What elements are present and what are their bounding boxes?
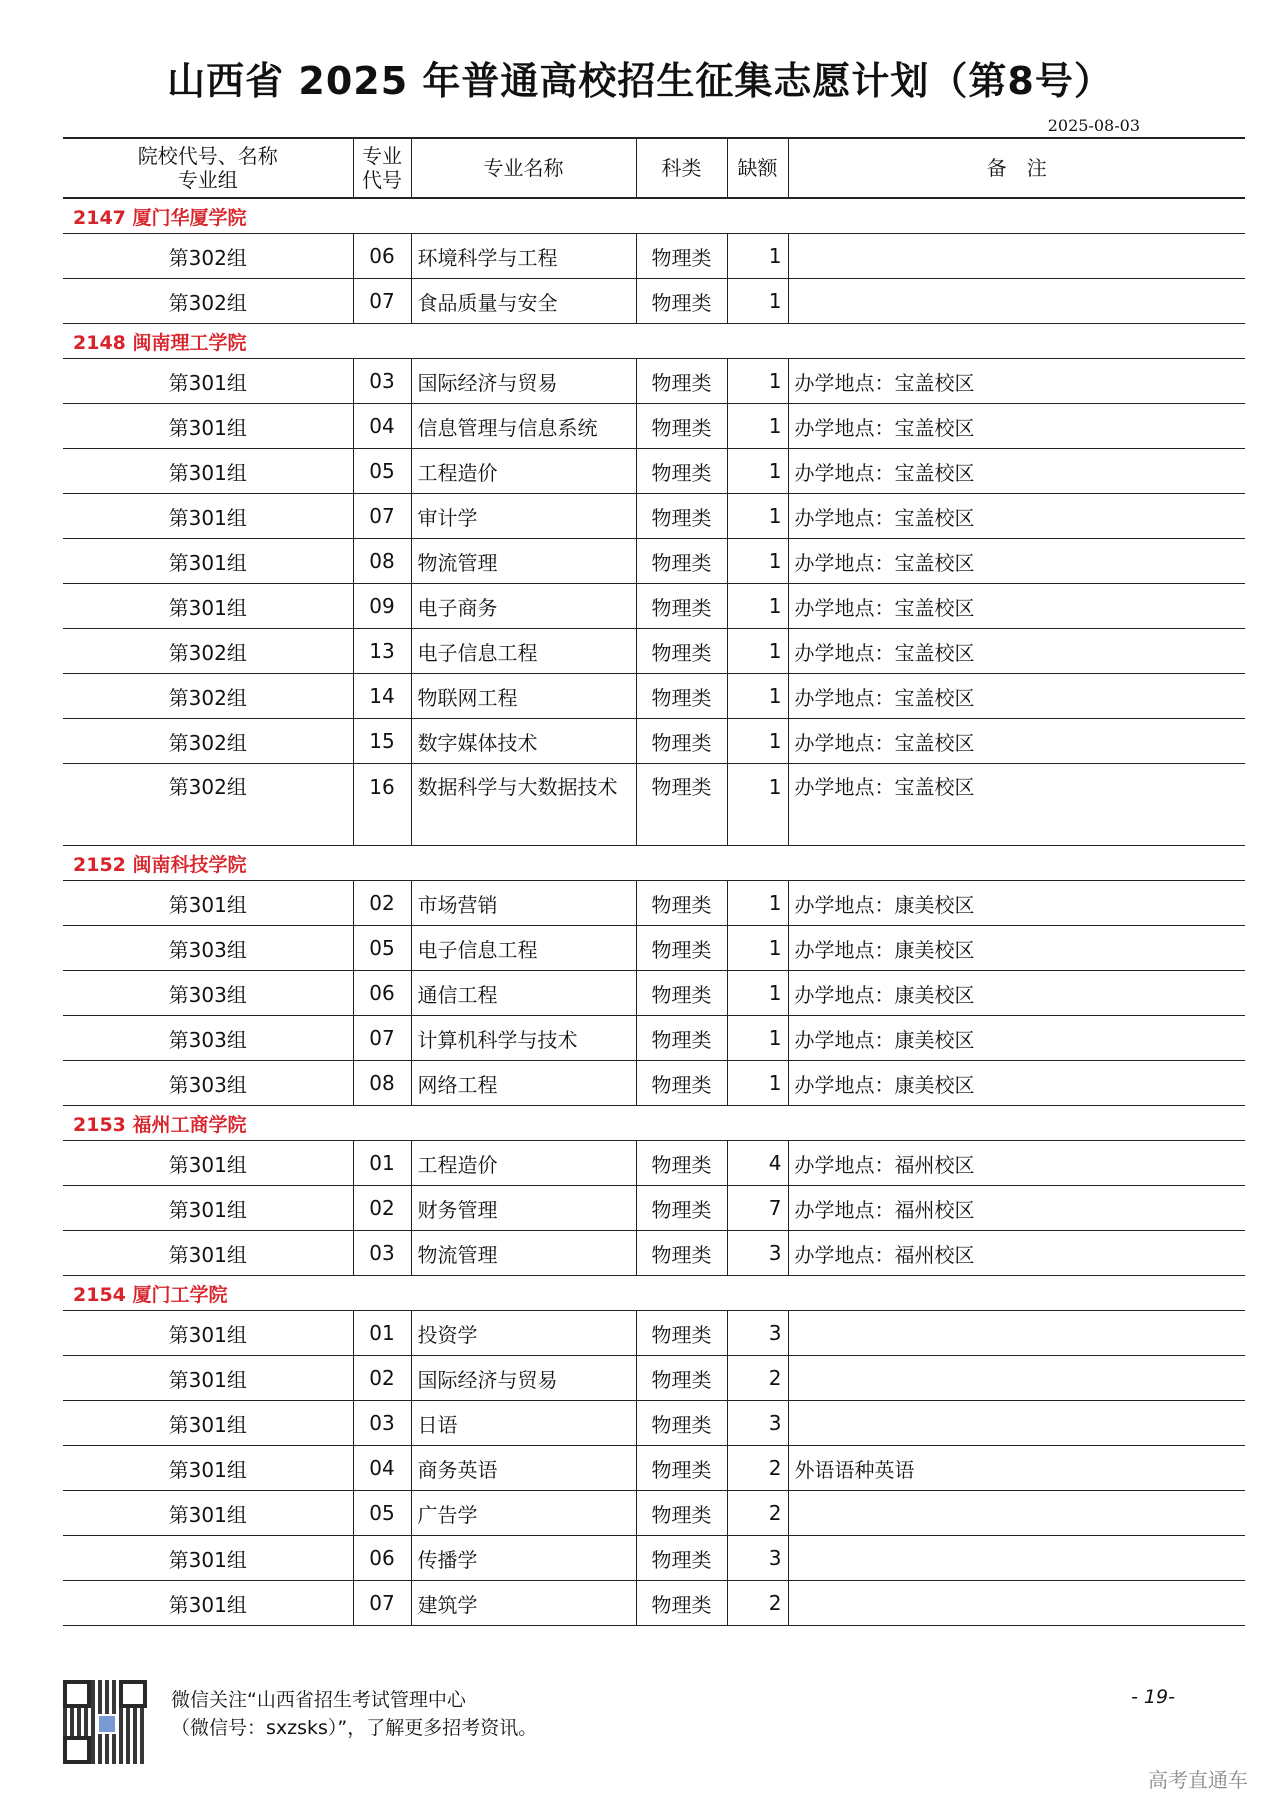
table-row [63,764,1245,846]
table-row [63,539,1245,584]
vacancies-cell: 2 [727,1581,788,1626]
remark-cell [788,1581,1245,1626]
major-code-cell: 07 [353,279,411,324]
remark-cell: 办学地点：宝盖校区 [788,629,1245,674]
vacancies-cell: 1 [727,971,788,1016]
school-header-row [63,1106,1245,1141]
major-code-cell: 06 [353,234,411,279]
table-row [63,1141,1245,1186]
footer [63,1680,1245,1770]
major-name-cell: 网络工程 [411,1061,636,1106]
major-code-cell: 08 [353,1061,411,1106]
group-cell: 第303组 [63,1016,353,1061]
vacancies-cell: 1 [727,629,788,674]
major-code-cell: 07 [353,1581,411,1626]
watermark: 高考直通车 [1148,1768,1248,1792]
major-name-cell: 数据科学与大数据技术 [411,764,636,846]
major-code-cell: 16 [353,764,411,846]
group-cell: 第302组 [63,234,353,279]
remark-cell: 办学地点：宝盖校区 [788,449,1245,494]
table-row [63,719,1245,764]
table-row [63,1356,1245,1401]
vacancies-cell: 1 [727,584,788,629]
major-code-cell: 02 [353,881,411,926]
table-row [63,629,1245,674]
table-row [63,1186,1245,1231]
table-row [63,926,1245,971]
remark-cell [788,234,1245,279]
major-name-cell: 物联网工程 [411,674,636,719]
major-name-cell: 环境科学与工程 [411,234,636,279]
major-code-cell: 14 [353,674,411,719]
group-cell: 第302组 [63,674,353,719]
major-name-cell: 投资学 [411,1311,636,1356]
group-cell: 第301组 [63,1581,353,1626]
group-cell: 第301组 [63,539,353,584]
group-cell: 第303组 [63,1061,353,1106]
table-row [63,1401,1245,1446]
category-cell: 物理类 [636,1141,727,1186]
remark-cell [788,1536,1245,1581]
table-row [63,881,1245,926]
remark-cell [788,1401,1245,1446]
category-cell: 物理类 [636,1016,727,1061]
table-row [63,494,1245,539]
category-cell: 物理类 [636,234,727,279]
remark-cell: 办学地点：康美校区 [788,1061,1245,1106]
remark-cell: 办学地点：福州校区 [788,1141,1245,1186]
table-header-row [63,138,1245,198]
major-name-cell: 工程造价 [411,449,636,494]
remark-cell: 办学地点：宝盖校区 [788,764,1245,846]
school-header-row [63,324,1245,359]
table-row [63,584,1245,629]
major-code-cell: 13 [353,629,411,674]
vacancies-cell: 2 [727,1491,788,1536]
vacancies-cell: 1 [727,719,788,764]
major-code-cell: 07 [353,494,411,539]
category-cell: 物理类 [636,971,727,1016]
major-name-cell: 工程造价 [411,1141,636,1186]
category-cell: 物理类 [636,279,727,324]
major-name-cell: 广告学 [411,1491,636,1536]
remark-cell [788,1491,1245,1536]
header-major-code: 专业 代号 [353,138,411,198]
major-name-cell: 数字媒体技术 [411,719,636,764]
group-cell: 第302组 [63,279,353,324]
vacancies-cell: 1 [727,764,788,846]
remark-cell: 办学地点：宝盖校区 [788,404,1245,449]
vacancies-cell: 1 [727,1016,788,1061]
category-cell: 物理类 [636,1311,727,1356]
group-cell: 第301组 [63,449,353,494]
major-name-cell: 国际经济与贸易 [411,1356,636,1401]
vacancies-cell: 1 [727,674,788,719]
group-cell: 第301组 [63,1536,353,1581]
remark-cell: 办学地点：宝盖校区 [788,359,1245,404]
wechat-notice-line2: （微信号：sxzsks）”，了解更多招考资讯。 [171,1717,538,1739]
wechat-notice-line1: 微信关注“山西省招生考试管理中心 [171,1689,466,1711]
header-remarks: 备 注 [788,138,1245,198]
table-row [63,234,1245,279]
major-name-cell: 日语 [411,1401,636,1446]
header-vacancies: 缺额 [727,138,788,198]
vacancies-cell: 3 [727,1311,788,1356]
remark-cell: 办学地点：宝盖校区 [788,584,1245,629]
major-name-cell: 物流管理 [411,1231,636,1276]
category-cell: 物理类 [636,1186,727,1231]
group-cell: 第301组 [63,881,353,926]
major-code-cell: 05 [353,449,411,494]
school-header-row [63,1276,1245,1311]
group-cell: 第302组 [63,764,353,846]
remark-cell: 办学地点：康美校区 [788,881,1245,926]
major-code-cell: 09 [353,584,411,629]
group-cell: 第301组 [63,1491,353,1536]
table-row [63,1311,1245,1356]
publish-date: 2025-08-03 [1047,116,1140,135]
table-row [63,1231,1245,1276]
table-row [63,1581,1245,1626]
category-cell: 物理类 [636,404,727,449]
major-name-cell: 国际经济与贸易 [411,359,636,404]
group-cell: 第301组 [63,1231,353,1276]
category-cell: 物理类 [636,674,727,719]
school-name: 2148 闽南理工学院 [63,324,1245,359]
major-code-cell: 03 [353,359,411,404]
school-header-row [63,846,1245,881]
remark-cell: 办学地点：宝盖校区 [788,494,1245,539]
remark-cell: 办学地点：福州校区 [788,1186,1245,1231]
category-cell: 物理类 [636,1401,727,1446]
group-cell: 第301组 [63,584,353,629]
major-code-cell: 01 [353,1311,411,1356]
major-name-cell: 计算机科学与技术 [411,1016,636,1061]
major-code-cell: 04 [353,1446,411,1491]
major-code-cell: 06 [353,1536,411,1581]
remark-cell [788,1311,1245,1356]
major-name-cell: 电子信息工程 [411,629,636,674]
category-cell: 物理类 [636,926,727,971]
group-cell: 第301组 [63,494,353,539]
category-cell: 物理类 [636,449,727,494]
header-school: 院校代号、名称 专业组 [63,138,353,198]
major-name-cell: 审计学 [411,494,636,539]
vacancies-cell: 3 [727,1401,788,1446]
vacancies-cell: 2 [727,1356,788,1401]
group-cell: 第301组 [63,359,353,404]
table-row [63,1061,1245,1106]
group-cell: 第301组 [63,1186,353,1231]
group-cell: 第303组 [63,926,353,971]
major-code-cell: 05 [353,1491,411,1536]
category-cell: 物理类 [636,881,727,926]
vacancies-cell: 3 [727,1231,788,1276]
major-code-cell: 06 [353,971,411,1016]
vacancies-cell: 1 [727,359,788,404]
category-cell: 物理类 [636,629,727,674]
vacancies-cell: 1 [727,494,788,539]
vacancies-cell: 1 [727,279,788,324]
major-name-cell: 传播学 [411,1536,636,1581]
qr-code-icon[interactable] [63,1680,147,1764]
category-cell: 物理类 [636,359,727,404]
group-cell: 第302组 [63,719,353,764]
category-cell: 物理类 [636,1446,727,1491]
major-name-cell: 建筑学 [411,1581,636,1626]
category-cell: 物理类 [636,494,727,539]
category-cell: 物理类 [636,1061,727,1106]
major-code-cell: 01 [353,1141,411,1186]
vacancies-cell: 1 [727,881,788,926]
major-name-cell: 信息管理与信息系统 [411,404,636,449]
group-cell: 第301组 [63,1401,353,1446]
category-cell: 物理类 [636,1581,727,1626]
major-name-cell: 通信工程 [411,971,636,1016]
group-cell: 第301组 [63,1311,353,1356]
category-cell: 物理类 [636,719,727,764]
category-cell: 物理类 [636,1491,727,1536]
major-name-cell: 物流管理 [411,539,636,584]
remark-cell: 办学地点：康美校区 [788,926,1245,971]
table-row [63,1446,1245,1491]
major-code-cell: 04 [353,404,411,449]
school-name: 2152 闽南科技学院 [63,846,1245,881]
major-code-cell: 08 [353,539,411,584]
page-title: 山西省 2025 年普通高校招生征集志愿计划（第8号） [167,59,1113,103]
school-header-row [63,198,1245,234]
table-row [63,279,1245,324]
vacancies-cell: 7 [727,1186,788,1231]
school-name: 2153 福州工商学院 [63,1106,1245,1141]
remark-cell: 办学地点：宝盖校区 [788,539,1245,584]
major-name-cell: 电子信息工程 [411,926,636,971]
group-cell: 第301组 [63,1446,353,1491]
category-cell: 物理类 [636,764,727,846]
table-row [63,674,1245,719]
remark-cell: 办学地点：宝盖校区 [788,674,1245,719]
major-code-cell: 15 [353,719,411,764]
vacancies-cell: 1 [727,1061,788,1106]
vacancies-cell: 1 [727,449,788,494]
major-name-cell: 电子商务 [411,584,636,629]
major-code-cell: 03 [353,1231,411,1276]
vacancies-cell: 1 [727,926,788,971]
table-row [63,1491,1245,1536]
major-code-cell: 02 [353,1356,411,1401]
table-row [63,1016,1245,1061]
remark-cell: 办学地点：福州校区 [788,1231,1245,1276]
table-row [63,404,1245,449]
remark-cell: 办学地点：康美校区 [788,1016,1245,1061]
group-cell: 第303组 [63,971,353,1016]
major-name-cell: 市场营销 [411,881,636,926]
group-cell: 第301组 [63,1141,353,1186]
remark-cell: 外语语种英语 [788,1446,1245,1491]
major-code-cell: 03 [353,1401,411,1446]
wechat-notice [171,1686,537,1742]
category-cell: 物理类 [636,584,727,629]
vacancies-cell: 2 [727,1446,788,1491]
school-name: 2147 厦门华厦学院 [63,198,1245,234]
category-cell: 物理类 [636,1536,727,1581]
school-name: 2154 厦门工学院 [63,1276,1245,1311]
group-cell: 第301组 [63,404,353,449]
remark-cell [788,279,1245,324]
remark-cell: 办学地点：宝盖校区 [788,719,1245,764]
page-number: - 19- [1131,1686,1175,1708]
major-name-cell: 财务管理 [411,1186,636,1231]
major-code-cell: 07 [353,1016,411,1061]
remark-cell: 办学地点：康美校区 [788,971,1245,1016]
group-cell: 第302组 [63,629,353,674]
header-category: 科类 [636,138,727,198]
major-name-cell: 食品质量与安全 [411,279,636,324]
remark-cell [788,1356,1245,1401]
category-cell: 物理类 [636,1231,727,1276]
major-name-cell: 商务英语 [411,1446,636,1491]
category-cell: 物理类 [636,1356,727,1401]
vacancies-cell: 3 [727,1536,788,1581]
vacancies-cell: 1 [727,404,788,449]
enrollment-plan-table [63,137,1245,1626]
table-row [63,1536,1245,1581]
vacancies-cell: 4 [727,1141,788,1186]
table-row [63,449,1245,494]
vacancies-cell: 1 [727,539,788,584]
major-code-cell: 02 [353,1186,411,1231]
table-row [63,971,1245,1016]
major-code-cell: 05 [353,926,411,971]
category-cell: 物理类 [636,539,727,584]
group-cell: 第301组 [63,1356,353,1401]
header-major-name: 专业名称 [411,138,636,198]
vacancies-cell: 1 [727,234,788,279]
table-row [63,359,1245,404]
